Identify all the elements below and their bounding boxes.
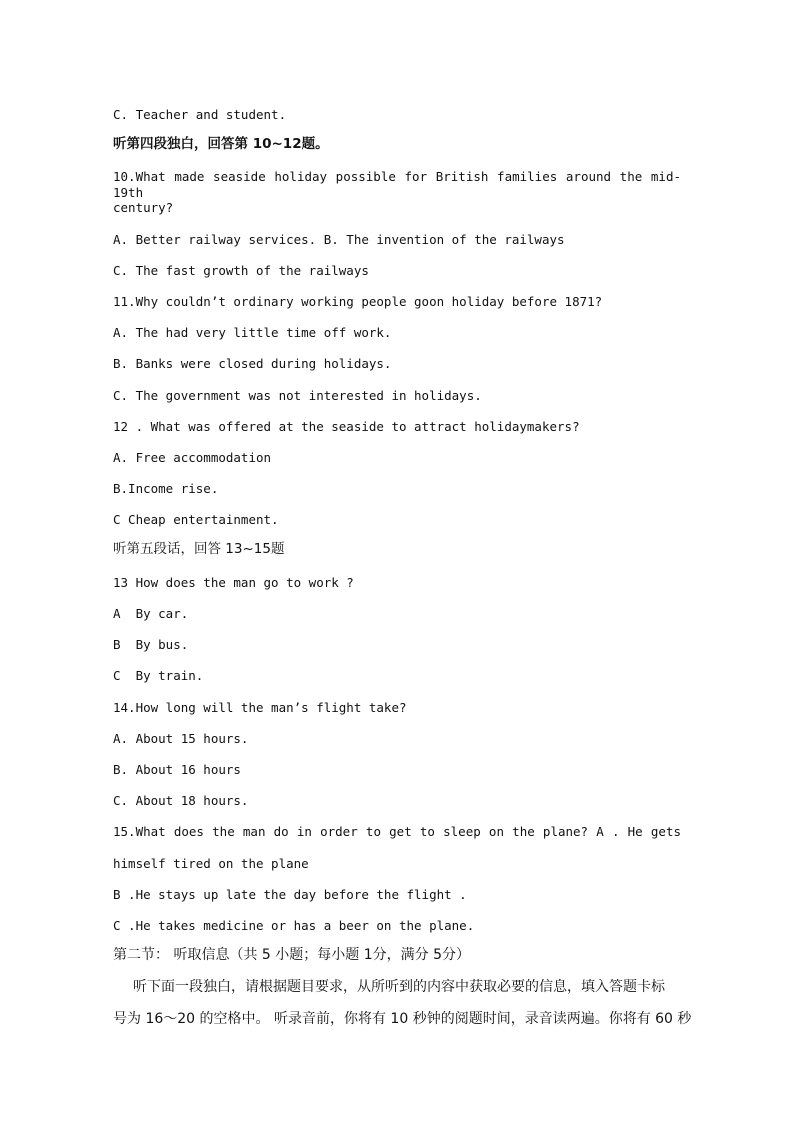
question-10-option-c: C. The fast growth of the railways (113, 263, 369, 278)
question-12-option-b: B.Income rise. (113, 481, 219, 496)
question-13-option-a: A By car. (113, 606, 189, 621)
question-10-options-a-b: A. Better railway services. B. The invention of the railways (113, 232, 565, 247)
question-10-line-1: 10.What made seaside holiday possible for British families around the mid-19th (113, 169, 681, 200)
option-line: C. Teacher and student. (113, 107, 287, 122)
section-heading-monologue-4: 听第四段独白，回答第 10~12题。 (113, 136, 329, 152)
question-15-line-1: 15.What does the man do in order to get to sleep on the plane? A . He gets (113, 824, 681, 839)
question-14-option-a: A. About 15 hours. (113, 731, 249, 746)
instruction-line-1: 听下面一段独白，请根据题目要求，从所听到的内容中获取必要的信息，填入答题卡标 (133, 979, 665, 995)
question-12-option-c: C Cheap entertainment. (113, 512, 279, 527)
question-10-line-2: century? (113, 200, 174, 215)
question-13-option-c: C By train. (113, 668, 204, 683)
question-14-option-c: C. About 18 hours. (113, 793, 249, 808)
question-14: 14.How long will the man’s flight take? (113, 700, 407, 715)
question-11-option-b: B. Banks were closed during holidays. (113, 356, 392, 371)
section-2-heading: 第二节： 听取信息（共 5 小题；每小题 1分，满分 5分） (113, 947, 470, 963)
question-12-option-a: A. Free accommodation (113, 450, 272, 465)
section-heading-dialogue-5: 听第五段话，回答 13~15题 (113, 541, 285, 557)
question-12: 12 . What was offered at the seaside to attract holidaymakers? (113, 419, 580, 434)
question-15-option-b: B .He stays up late the day before the flight . (113, 887, 467, 902)
question-14-option-b: B. About 16 hours (113, 762, 241, 777)
question-11-option-c: C. The government was not interested in holidays. (113, 388, 482, 403)
question-11: 11.Why couldn’t ordinary working people goon holiday before 1871? (113, 294, 603, 309)
question-15-line-2: himself tired on the plane (113, 856, 309, 871)
instruction-line-2: 号为 16～20 的空格中。 听录音前，你将有 10 秒钟的阅题时间，录音读两遍。你将有 60 秒 (113, 1011, 692, 1027)
question-13-option-b: B By bus. (113, 637, 189, 652)
question-15-option-c: C .He takes medicine or has a beer on the plane. (113, 918, 475, 933)
question-13: 13 How does the man go to work ? (113, 575, 354, 590)
question-11-option-a: A. The had very little time off work. (113, 325, 392, 340)
